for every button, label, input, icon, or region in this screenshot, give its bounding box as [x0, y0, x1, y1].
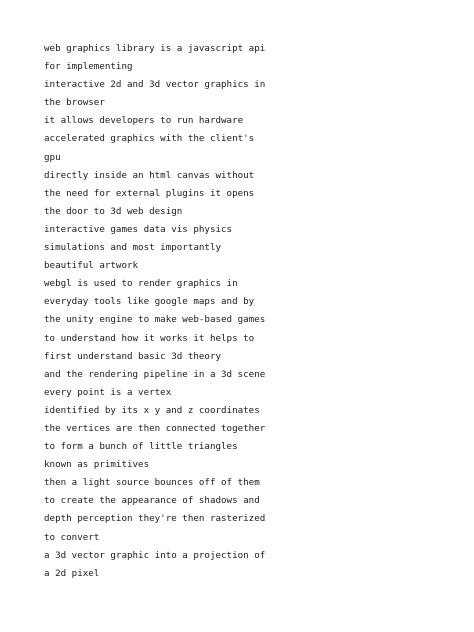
text-line: the door to 3d web design [44, 205, 183, 217]
text-line: interactive games data vis physics [44, 223, 233, 235]
text-line: simulations and most importantly [44, 242, 222, 254]
text-line: identified by its x y and z coordinates [44, 404, 260, 416]
text-line: the need for external plugins it opens [44, 187, 255, 199]
text-line: known as primitives [44, 459, 150, 471]
text-line: and the rendering pipeline in a 3d scene [44, 368, 266, 380]
text-line: for implementing [44, 61, 133, 73]
text-line: a 3d vector graphic into a projection of [44, 549, 266, 561]
text-line: interactive 2d and 3d vector graphics in [44, 79, 266, 91]
text-line: gpu [44, 151, 61, 163]
text-line: depth perception they're then rasterized [44, 513, 266, 525]
text-line: beautiful artwork [44, 260, 139, 272]
text-line: everyday tools like google maps and by [44, 296, 255, 308]
text-line: then a light source bounces off of them [44, 477, 260, 489]
text-line: to convert [44, 531, 100, 543]
text-line: web graphics library is a javascript api [44, 43, 266, 54]
text-line: the unity engine to make web-based games [44, 314, 266, 326]
text-line: to understand how it works it helps to [44, 332, 255, 344]
text-line: to create the appearance of shadows and [44, 495, 260, 507]
text-line: directly inside an html canvas without [44, 169, 255, 181]
text-line: first understand basic 3d theory [44, 350, 222, 362]
text-line: a 2d pixel [44, 567, 100, 579]
text-line: it allows developers to run hardware [44, 115, 244, 127]
text-line: accelerated graphics with the client's [44, 133, 255, 145]
text-line: every point is a vertex [44, 386, 172, 398]
transcript-text [44, 40, 444, 583]
text-line: the vertices are then connected together [44, 422, 266, 434]
text-line: the browser [44, 97, 105, 109]
text-line: webgl is used to render graphics in [44, 278, 238, 290]
text-line: to form a bunch of little triangles [44, 441, 238, 453]
